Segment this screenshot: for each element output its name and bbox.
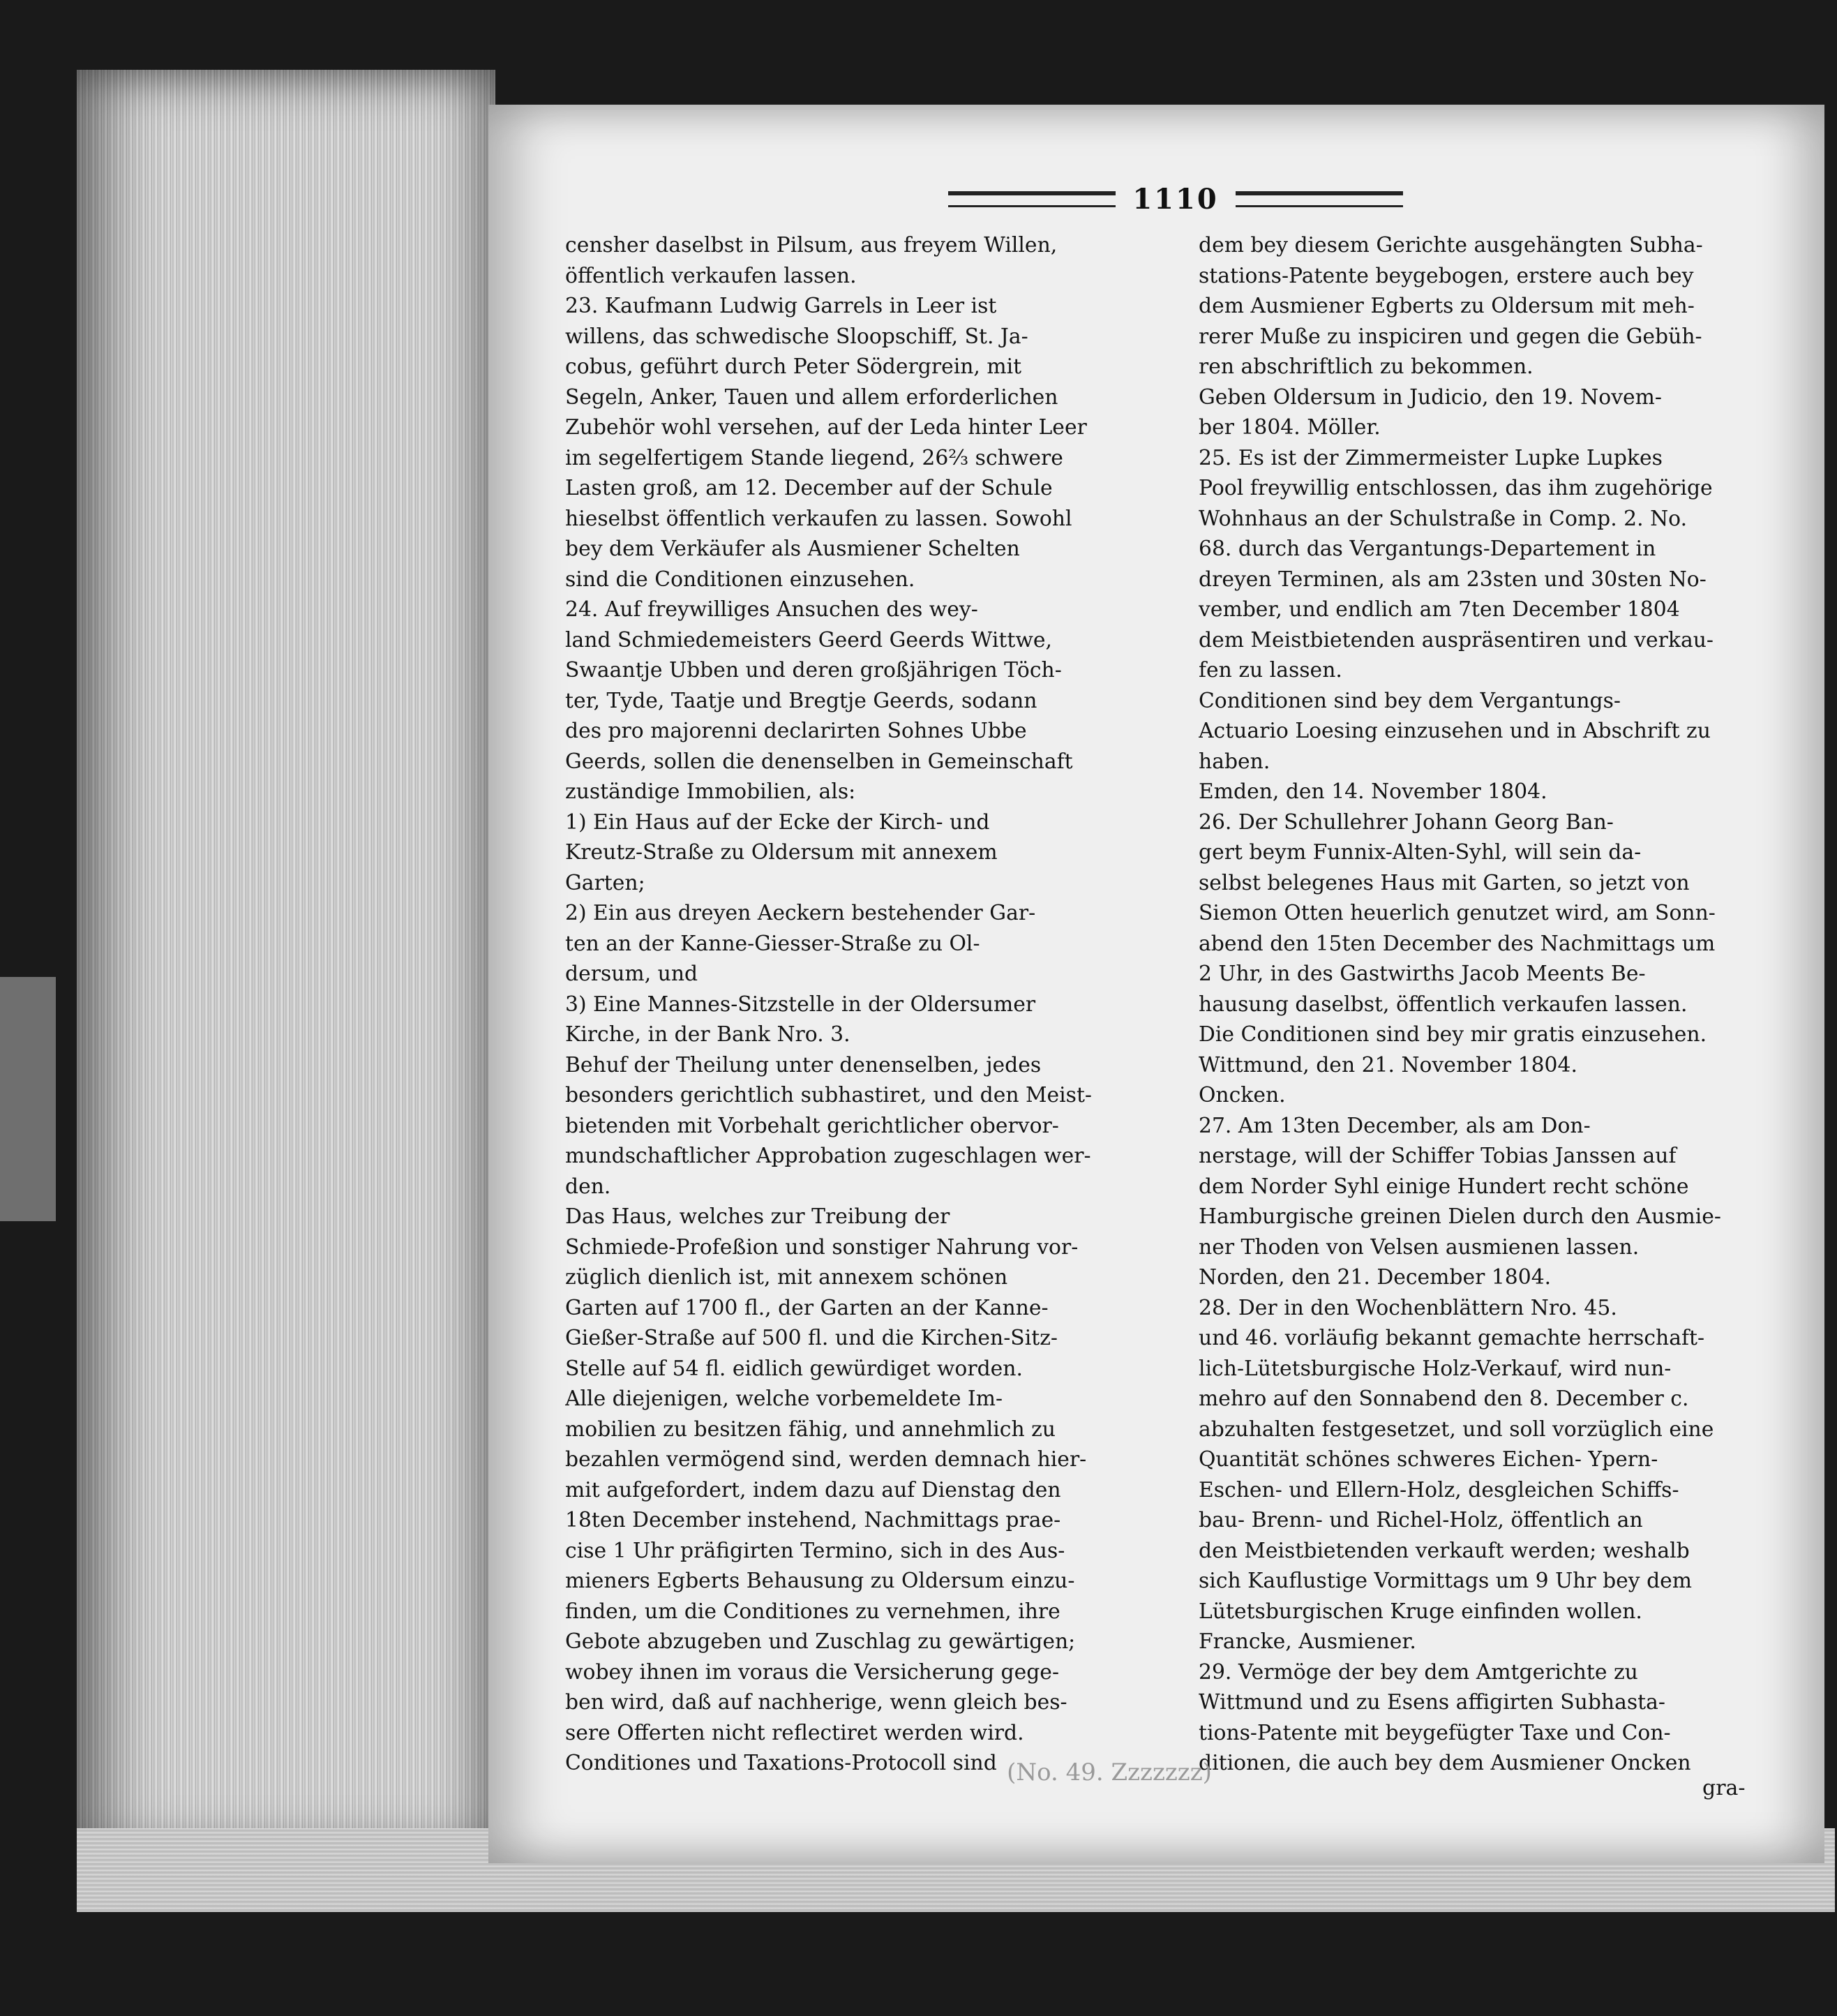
text-line: gert beym Funnix-Alten-Syhl, will sein da- [1199, 840, 1642, 865]
catchword: gra- [1702, 1776, 1746, 1800]
text-line: Schmiede-Profeßion und sonstiger Nahrung vor- [565, 1234, 1079, 1260]
text-line: Lasten groß, am 12. December auf der Schule [565, 476, 1053, 500]
text-line: Siemon Otten heuerlich genutzet wird, am Sonn- [1199, 901, 1716, 925]
text-line: sind die Conditionen einzusehen. [565, 567, 915, 592]
header-rule-left [948, 191, 1116, 207]
text-line: 3) Eine Mannes-Sitzstelle in der Oldersumer [565, 992, 1036, 1017]
text-line: 68. durch das Vergantungs-Departement in [1199, 537, 1656, 561]
text-line: Wohnhaus an der Schulstraße in Comp. 2. No. [1199, 506, 1688, 531]
text-line: bezahlen vermögend sind, werden demnach hier- [565, 1447, 1087, 1472]
text-line: selbst belegenes Haus mit Garten, so jetzt von [1199, 870, 1690, 895]
text-line: dersum, und [565, 962, 698, 986]
text-line: Das Haus, welches zur Treibung der [565, 1204, 950, 1229]
text-line: 26. Der Schullehrer Johann Georg Ban- [1199, 809, 1614, 835]
text-line: dem Norder Syhl einige Hundert recht schöne [1199, 1174, 1689, 1199]
text-line: Segeln, Anker, Tauen und allem erforderlichen [565, 384, 1058, 410]
text-line: sich Kauflustige Vormittags um 9 Uhr bey dem [1199, 1569, 1693, 1593]
text-line: Wittmund, den 21. November 1804. [1199, 1052, 1577, 1077]
text-line: den Meistbietenden verkauft werden; weshalb [1199, 1538, 1690, 1563]
text-line: bietenden mit Vorbehalt gerichtlicher obervor- [565, 1113, 1059, 1138]
text-line: Alle diejenigen, welche vorbemeldete Im- [565, 1387, 1003, 1411]
page-header [945, 181, 1406, 216]
text-line: abend den 15ten December des Nachmittags um [1199, 931, 1716, 956]
left-text-column [565, 230, 1164, 1779]
text-line: züglich dienlich ist, mit annexem schönen [565, 1265, 1008, 1290]
text-line: mobilien zu besitzen fähig, und annehmlich zu [565, 1417, 1056, 1442]
text-line: ben wird, daß auf nachherige, wenn gleich bes- [565, 1690, 1067, 1715]
text-line: des pro majorenni declarirten Sohnes Ubbe [565, 719, 1027, 743]
text-line: Behuf der Theilung unter denenselben, jedes [565, 1052, 1042, 1077]
text-line: mundschaftlicher Approbation zugeschlagen wer- [565, 1144, 1091, 1168]
text-line: Eschen- und Ellern-Holz, desgleichen Schiffs- [1199, 1477, 1679, 1502]
text-line: Quantität schönes schweres Eichen- Ypern- [1199, 1447, 1658, 1472]
text-line: Geerds, sollen die denenselben in Gemeinschaft [565, 749, 1073, 774]
text-line: cise 1 Uhr präfigirten Termino, sich in des Aus- [565, 1538, 1065, 1563]
text-line: ren abschriftlich zu bekommen. [1199, 354, 1534, 379]
text-line: rerer Muße zu inspiciren und gegen die Gebüh- [1199, 324, 1702, 349]
text-line: Wittmund und zu Esens affigirten Subhasta- [1199, 1690, 1665, 1715]
text-line: dem Ausmiener Egberts zu Oldersum mit meh- [1199, 294, 1695, 318]
text-line: tions-Patente mit beygefügter Taxe und Con- [1199, 1720, 1671, 1745]
text-line: Conditiones und Taxations-Protocoll sind [565, 1751, 997, 1775]
text-line: censher daselbst in Pilsum, aus freyem Willen, [565, 233, 1058, 257]
text-line: ber 1804. Möller. [1199, 415, 1381, 440]
text-line: nerstage, will der Schiffer Tobias Janssen auf [1199, 1144, 1677, 1168]
text-line: ner Thoden von Velsen ausmienen lassen. [1199, 1234, 1640, 1260]
text-line: Die Conditionen sind bey mir gratis einzusehen. [1199, 1022, 1707, 1047]
text-line: bey dem Verkäufer als Ausmiener Schelten [565, 537, 1020, 561]
text-line: Pool freywillig entschlossen, das ihm zugehörige [1199, 476, 1713, 500]
book-spine [0, 977, 56, 1221]
text-line: bau- Brenn- und Richel-Holz, öffentlich an [1199, 1508, 1643, 1532]
text-line: Conditionen sind bey dem Vergantungs- [1199, 688, 1621, 713]
text-line: Stelle auf 54 fl. eidlich gewürdiget worden. [565, 1356, 1023, 1381]
signature-mark: (No. 49. Zzzzzzz) [1007, 1759, 1212, 1786]
text-line: dem bey diesem Gerichte ausgehängten Subha- [1199, 233, 1703, 257]
text-line: sere Offerten nicht reflectiret werden wird. [565, 1720, 1024, 1745]
text-line: 27. Am 13ten December, als am Don- [1199, 1113, 1591, 1138]
text-line: dreyen Terminen, als am 23sten und 30sten No- [1199, 567, 1707, 592]
right-text-column [1199, 230, 1771, 1779]
text-line: mehro auf den Sonnabend den 8. December c. [1199, 1387, 1689, 1411]
text-line: cobus, geführt durch Peter Södergrein, mit [565, 354, 1022, 379]
text-line: mieners Egberts Behausung zu Oldersum einzu- [565, 1569, 1075, 1593]
text-line: ditionen, die auch bey dem Ausmiener Oncken [1199, 1751, 1691, 1775]
book-page-edges [77, 70, 495, 1856]
header-rule-right [1236, 191, 1403, 207]
text-line: Emden, den 14. November 1804. [1199, 779, 1547, 804]
text-line: 29. Vermöge der bey dem Amtgerichte zu [1199, 1659, 1638, 1685]
text-line: 1) Ein Haus auf der Ecke der Kirch- und [565, 809, 990, 835]
text-line: ter, Tyde, Taatje und Bregtje Geerds, sodann [565, 688, 1037, 713]
text-line: Gießer-Straße auf 500 fl. und die Kirchen-Sitz- [565, 1326, 1058, 1350]
text-line: abzuhalten festgesetzet, und soll vorzüglich eine [1199, 1417, 1714, 1442]
text-line: besonders gerichtlich subhastiret, und den Meist- [565, 1083, 1092, 1107]
text-line: Geben Oldersum in Judicio, den 19. Novem- [1199, 384, 1662, 410]
text-line: 28. Der in den Wochenblättern Nro. 45. [1199, 1295, 1617, 1320]
text-line: 24. Auf freywilliges Ansuchen des wey- [565, 597, 978, 622]
text-line: Kreutz-Straße zu Oldersum mit annexem [565, 840, 998, 865]
text-line: haben. [1199, 749, 1270, 774]
text-line: lich-Lütetsburgische Holz-Verkauf, wird nun- [1199, 1356, 1672, 1381]
text-line: ten an der Kanne-Giesser-Straße zu Ol- [565, 931, 980, 956]
text-line: Garten auf 1700 fl., der Garten an der Kanne- [565, 1295, 1049, 1320]
text-line: den. [565, 1174, 611, 1199]
text-line: Swaantje Ubben und deren großjährigen Töch- [565, 658, 1062, 682]
text-line: 2 Uhr, in des Gastwirths Jacob Meents Be- [1199, 962, 1646, 986]
text-line: dem Meistbietenden auspräsentiren und verkau- [1199, 627, 1714, 652]
text-line: hieselbst öffentlich verkaufen zu lassen. Sowohl [565, 506, 1072, 531]
text-line: Kirche, in der Bank Nro. 3. [565, 1022, 850, 1047]
text-line: Garten; [565, 870, 645, 895]
text-line: finden, um die Conditiones zu vernehmen, ihre [565, 1599, 1060, 1624]
text-line: Oncken. [1199, 1083, 1286, 1107]
text-line: zuständige Immobilien, als: [565, 779, 856, 804]
text-line: stations-Patente beygebogen, erstere auch bey [1199, 263, 1694, 288]
text-line: Zubehör wohl versehen, auf der Leda hinter Leer [565, 415, 1087, 440]
text-line: 25. Es ist der Zimmermeister Lupke Lupkes [1199, 445, 1663, 470]
text-line: Norden, den 21. December 1804. [1199, 1265, 1552, 1290]
page-number: 1110 [1132, 182, 1219, 216]
text-line: vember, und endlich am 7ten December 1804 [1199, 597, 1680, 622]
text-line: wobey ihnen im voraus die Versicherung gege- [565, 1659, 1060, 1685]
text-line: fen zu lassen. [1199, 658, 1342, 682]
text-line: willens, das schwedische Sloopschiff, St. Ja- [565, 324, 1028, 349]
text-line: Actuario Loesing einzusehen und in Abschrift zu [1199, 719, 1711, 743]
text-line: Hamburgische greinen Dielen durch den Ausmie- [1199, 1204, 1721, 1229]
text-line: im segelfertigem Stande liegend, 26⅔ schwere [565, 445, 1063, 470]
text-line: 2) Ein aus dreyen Aeckern bestehender Gar- [565, 901, 1036, 925]
text-line: öffentlich verkaufen lassen. [565, 263, 857, 288]
text-line: und 46. vorläufig bekannt gemachte herrschaft- [1199, 1326, 1705, 1350]
text-line: Lütetsburgischen Kruge einfinden wollen. [1199, 1599, 1642, 1624]
text-line: 18ten December instehend, Nachmittags prae- [565, 1508, 1061, 1532]
text-line: Gebote abzugeben und Zuschlag zu gewärtigen; [565, 1629, 1076, 1654]
text-line: 23. Kaufmann Ludwig Garrels in Leer ist [565, 294, 997, 318]
text-line: hausung daselbst, öffentlich verkaufen lassen. [1199, 992, 1688, 1017]
text-line: land Schmiedemeisters Geerd Geerds Wittwe, [565, 627, 1052, 652]
text-line: mit aufgefordert, indem dazu auf Dienstag den [565, 1477, 1061, 1502]
text-line: Francke, Ausmiener. [1199, 1629, 1416, 1654]
